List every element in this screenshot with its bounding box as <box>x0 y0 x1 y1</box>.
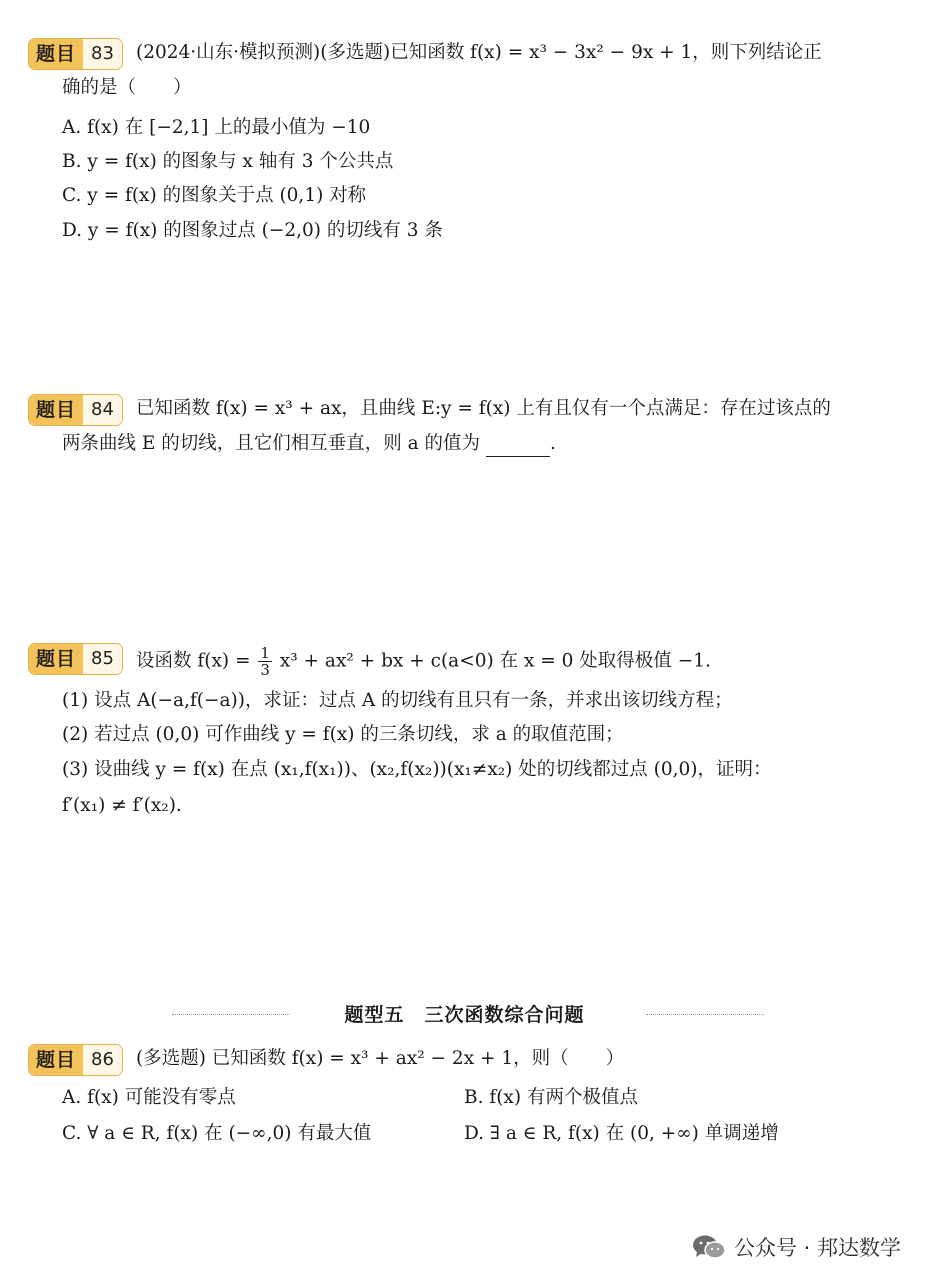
watermark <box>692 1232 901 1262</box>
watermark-text: 公众号 · 邦达数学 <box>733 1236 901 1260</box>
question-badge-label: 题目 <box>29 395 83 425</box>
q85-subquestion-3-cont: f′(x₁) ≠ f′(x₂). <box>62 795 182 816</box>
question-badge-label: 题目 <box>29 1045 83 1075</box>
question-badge-label: 题目 <box>29 39 83 69</box>
q84-period: . <box>549 433 556 454</box>
q86-option-c: C. ∀ a ∈ R, f(x) 在 (−∞,0) 有最大值 <box>62 1123 372 1144</box>
question-badge-84 <box>28 394 123 426</box>
question-number: 83 <box>83 39 122 69</box>
q83-option-b: B. y = f(x) 的图象与 x 轴有 3 个公共点 <box>62 151 394 172</box>
question-number: 85 <box>83 644 122 674</box>
q84-stem-line2 <box>62 431 556 457</box>
q85-subquestion-1: (1) 设点 A(−a,f(−a))，求证：过点 A 的切线有且只有一条，并求出该切线方程； <box>62 690 733 711</box>
question-badge-label: 题目 <box>29 644 83 674</box>
section-header <box>0 1000 929 1026</box>
question-badge-83 <box>28 38 123 70</box>
q83-option-c: C. y = f(x) 的图象关于点 (0,1) 对称 <box>62 185 367 206</box>
wechat-icon <box>692 1234 726 1260</box>
q86-option-d: D. ∃ a ∈ R, f(x) 在 (0, +∞) 单调递增 <box>464 1123 779 1144</box>
q83-option-a: A. f(x) 在 [−2,1] 上的最小值为 −10 <box>62 117 371 138</box>
q85-stem-part2: x³ + ax² + bx + c(a<0) 在 x = 0 处取得极值 −1. <box>279 650 711 672</box>
q85-subquestion-2: (2) 若过点 (0,0) 可作曲线 y = f(x) 的三条切线，求 a 的取值范围； <box>62 724 624 745</box>
fraction-denominator: 3 <box>260 661 270 679</box>
q84-stem-line1: 已知函数 f(x) = x³ + ax，且曲线 E:y = f(x) 上有且仅有一个点满足：存在过该点的 <box>136 398 831 419</box>
q83-stem-line1: (2024·山东·模拟预测)(多选题)已知函数 f(x) = x³ − 3x² − 9x + 1，则下列结论正 <box>136 42 822 63</box>
section-divider-right <box>646 1014 764 1015</box>
section-title: 题型五 三次函数综合问题 <box>344 1004 585 1026</box>
question-number: 86 <box>83 1045 122 1075</box>
q85-stem-line1 <box>136 645 711 678</box>
question-number: 84 <box>83 395 122 425</box>
q85-stem-part1: 设函数 f(x) = <box>136 650 251 672</box>
q85-subquestion-3: (3) 设曲线 y = f(x) 在点 (x₁,f(x₁))、(x₂,f(x₂))(x₁≠x₂) 处的切线都过点 (0,0)，证明： <box>62 759 772 780</box>
q83-stem-line2: 确的是（ ） <box>62 77 192 98</box>
question-badge-85 <box>28 643 123 675</box>
q84-stem-line2-text: 两条曲线 E 的切线，且它们相互垂直，则 a 的值为 <box>62 433 481 454</box>
question-badge-86 <box>28 1044 123 1076</box>
answer-blank[interactable] <box>486 436 550 457</box>
q83-option-d: D. y = f(x) 的图象过点 (−2,0) 的切线有 3 条 <box>62 220 443 241</box>
q86-option-b: B. f(x) 有两个极值点 <box>464 1087 638 1108</box>
fraction-numerator: 1 <box>260 644 270 662</box>
q86-option-a: A. f(x) 可能没有零点 <box>62 1087 236 1108</box>
fraction-one-third <box>258 645 272 678</box>
q86-stem-line1: (多选题) 已知函数 f(x) = x³ + ax² − 2x + 1，则（ ） <box>136 1048 625 1069</box>
